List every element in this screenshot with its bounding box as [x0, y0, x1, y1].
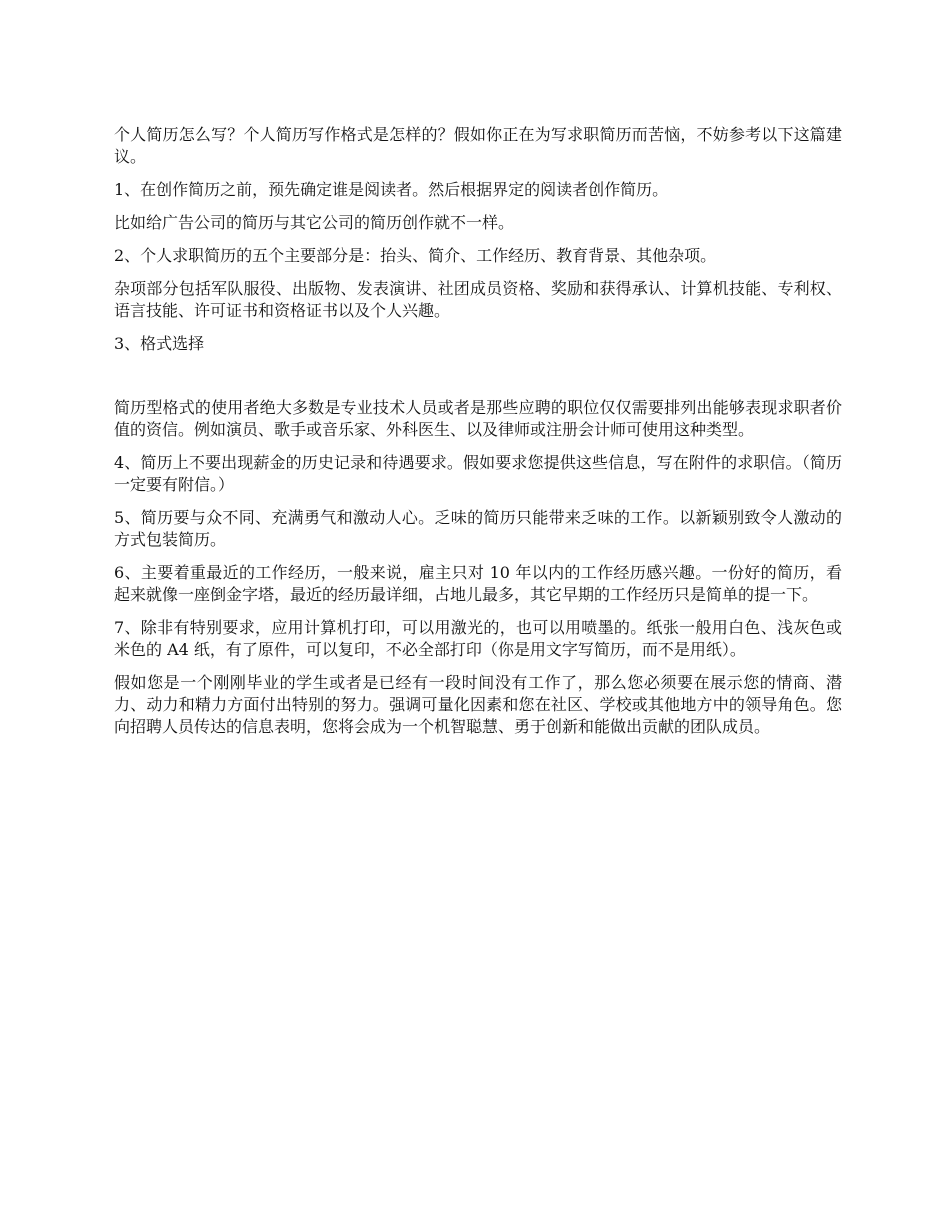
tip-6-paragraph: 6、主要着重最近的工作经历，一般来说，雇主只对 10 年以内的工作经历感兴趣。一份好的简历，看起来就像一座倒金字塔，最近的经历最详细，占地儿最多，其它早期的工作经历只是简单的提一下。: [114, 563, 842, 604]
tip-3-detail-paragraph: 简历型格式的使用者绝大多数是专业技术人员或者是那些应聘的职位仅仅需要排列出能够表现求职者价值的资信。例如演员、歌手或音乐家、外科医生、以及律师或注册会计师可使用这种类型。: [114, 398, 842, 439]
closing-paragraph: 假如您是一个刚刚毕业的学生或者是已经有一段时间没有工作了，那么您必须要在展示您的情商、潜力、动力和精力方面付出特别的努力。强调可量化因素和您在社区、学校或其他地方中的领导角色。您向招聘人员传达的信息表明，您将会成为一个机智聪慧、勇于创新和能做出贡献的团队成员。: [114, 673, 842, 736]
document-body: [114, 124, 842, 749]
tip-1-paragraph: 1、在创作简历之前，预先确定谁是阅读者。然后根据界定的阅读者创作简历。: [114, 180, 669, 199]
tip-2-paragraph: 2、个人求职简历的五个主要部分是：抬头、简介、工作经历、教育背景、其他杂项。: [114, 246, 717, 265]
intro-paragraph: 个人简历怎么写？个人简历写作格式是怎样的？假如你正在为写求职简历而苦恼，不妨参考以下这篇建议。: [114, 125, 842, 166]
tip-5-paragraph: 5、简历要与众不同、充满勇气和激动人心。乏味的简历只能带来乏味的工作。以新颖别致令人激动的方式包装简历。: [114, 508, 842, 549]
tip-7-paragraph: 7、除非有特别要求，应用计算机打印，可以用激光的，也可以用喷墨的。纸张一般用白色、浅灰色或米色的 A4 纸，有了原件，可以复印，不必全部打印（你是用文字写简历，而不是用纸）。: [114, 618, 842, 659]
tip-4-paragraph: 4、简历上不要出现薪金的历史记录和待遇要求。假如要求您提供这些信息，写在附件的求职信。（简历一定要有附信。）: [114, 453, 842, 494]
tip-3-heading: 3、格式选择: [114, 334, 205, 353]
tip-2-detail-paragraph: 杂项部分包括军队服役、出版物、发表演讲、社团成员资格、奖励和获得承认、计算机技能、专利权、语言技能、许可证书和资格证书以及个人兴趣。: [114, 279, 842, 320]
tip-1-example-paragraph: 比如给广告公司的简历与其它公司的简历创作就不一样。: [114, 213, 515, 232]
